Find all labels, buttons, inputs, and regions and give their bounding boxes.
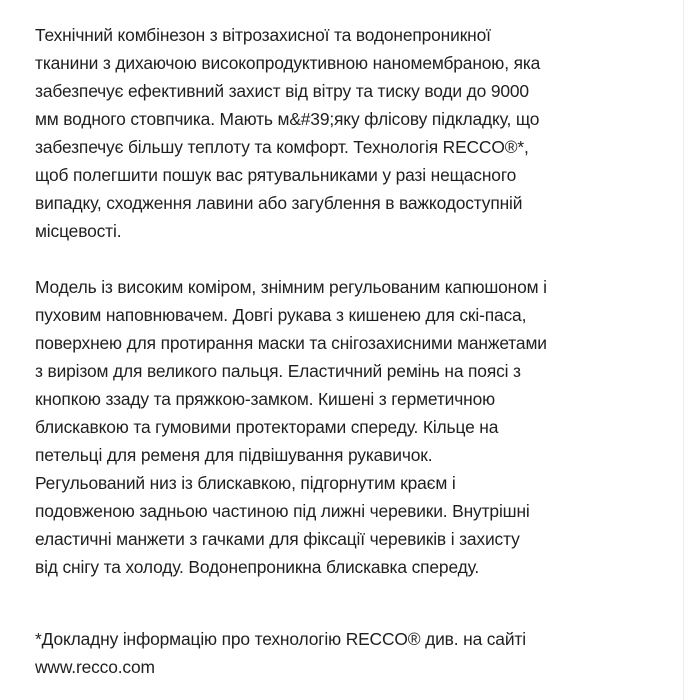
description-paragraph-1: [35, 21, 675, 245]
description-paragraph-2: [35, 273, 675, 581]
text-line: забезпечує більшу теплоту та комфорт. Технологія RECCO®*,: [35, 137, 529, 157]
text-line: поверхнею для протирання маски та снігозахисними манжетами: [35, 333, 547, 353]
text-line: випадку, сходження лавини або загублення в важкодоступній: [35, 193, 523, 213]
text-line: еластичні манжети з гачками для фіксації черевиків і захисту: [35, 529, 520, 549]
paragraph-spacer: [35, 581, 675, 625]
text-line: від снігу та холоду. Водонепроникна блискавка спереду.: [35, 557, 480, 577]
text-line: Модель із високим коміром, знімним регульованим капюшоном і: [35, 277, 547, 297]
text-line: забезпечує ефективний захист від вітру та тиску води до 9000: [35, 81, 529, 101]
footnote-text: *Докладну інформацію про технологію RECCO® див. на сайті: [35, 629, 526, 649]
text-line: місцевості.: [35, 221, 122, 241]
text-line: петельці для ременя для підвішування рукавичок.: [35, 445, 433, 465]
text-line: кнопкою ззаду та пряжкою-замком. Кишені з герметичною: [35, 389, 496, 409]
text-line: з вирізом для великого пальця. Еластичний ремінь на поясі з: [35, 361, 521, 381]
text-line: Регульований низ із блискавкою, підгорнутим краєм і: [35, 473, 456, 493]
text-line: тканини з дихаючою високопродуктивною наномембраною, яка: [35, 53, 541, 73]
text-line: блискавкою та гумовими протекторами спереду. Кільце на: [35, 417, 499, 437]
text-line: подовженою задньою частиною під лижні черевики. Внутрішні: [35, 501, 530, 521]
recco-footnote: [35, 625, 675, 681]
text-line: Технічний комбінезон з вітрозахисної та водонепроникної: [35, 25, 491, 45]
text-line: щоб полегшити пошук вас рятувальниками у разі нещасного: [35, 165, 517, 185]
recco-website-link[interactable]: www.recco.com: [35, 657, 155, 677]
product-description: [35, 21, 675, 681]
recco-website-link-line: [35, 653, 675, 681]
text-line: пуховим наповнювачем. Довгі рукава з кишенею для скі-паса,: [35, 305, 527, 325]
text-line: мм водного стовпчика. Мають м&#39;яку флісову підкладку, що: [35, 109, 540, 129]
paragraph-spacer: [35, 245, 675, 273]
